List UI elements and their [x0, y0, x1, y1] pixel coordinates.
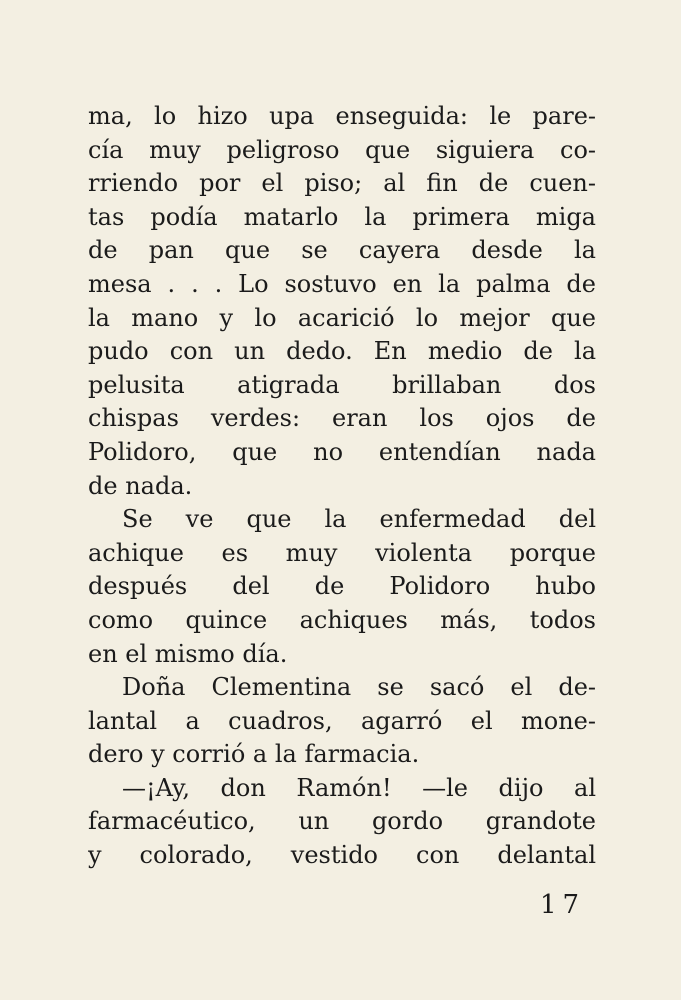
text-line: chispas verdes: eran los ojos de — [88, 404, 596, 433]
body-text — [88, 100, 596, 873]
text-line: pudo con un dedo. En medio de la — [88, 337, 596, 366]
text-line: de nada. — [88, 471, 193, 500]
text-line: Doña Clementina se sacó el de- — [122, 673, 596, 702]
page-number: 17 — [540, 890, 586, 920]
text-line: y colorado, vestido con delantal — [88, 841, 596, 870]
text-line: en el mismo día. — [88, 639, 288, 668]
text-line: como quince achiques más, todos — [88, 605, 596, 634]
text-line: tas podía matarlo la primera miga — [88, 202, 596, 231]
text-line: la mano y lo acarició lo mejor que — [88, 303, 596, 332]
paragraph-1 — [88, 100, 596, 503]
text-line: de pan que se cayera desde la — [88, 236, 596, 265]
text-line: después del de Polidoro hubo — [88, 572, 596, 601]
text-line: Polidoro, que no entendían nada — [88, 437, 596, 466]
text-line: Se ve que la enfermedad del — [122, 505, 596, 534]
text-line: achique es muy violenta porque — [88, 538, 596, 567]
text-line: pelusita atigrada brillaban dos — [88, 370, 596, 399]
text-line: rriendo por el piso; al fin de cuen- — [88, 169, 596, 198]
text-line: dero y corrió a la farmacia. — [88, 740, 420, 769]
text-line: mesa . . . Lo sostuvo en la palma de — [88, 269, 596, 298]
paragraph-4 — [88, 772, 596, 873]
text-line: —¡Ay, don Ramón! —le dijo al — [122, 773, 596, 802]
text-line: cía muy peligroso que siguiera co- — [88, 135, 596, 164]
paragraph-2 — [88, 503, 596, 671]
text-line: farmacéutico, un gordo grandote — [88, 807, 596, 836]
text-line: ma, lo hizo upa enseguida: le pare- — [88, 102, 596, 130]
paragraph-3 — [88, 671, 596, 772]
text-line: lantal a cuadros, agarró el mone- — [88, 706, 596, 735]
